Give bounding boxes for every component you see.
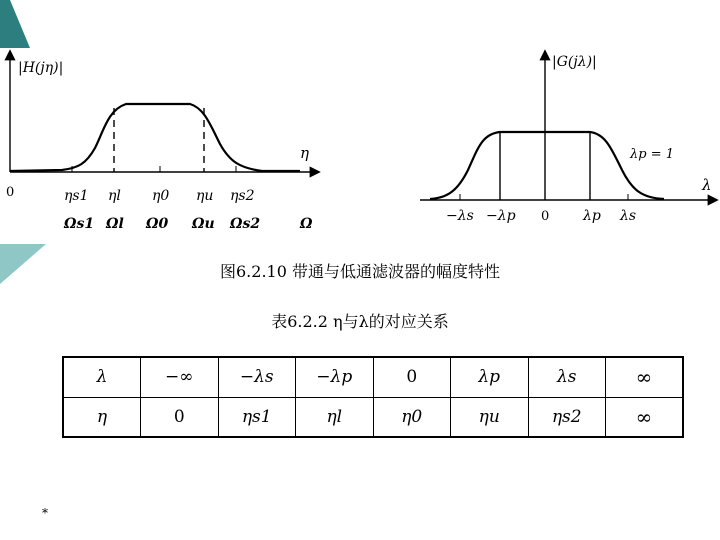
eta-tick: ηs2 <box>230 188 255 204</box>
table-cell: λp <box>451 357 529 397</box>
passband-annotation: λp = 1 <box>630 147 674 162</box>
omega-tick: Ωl <box>106 216 124 232</box>
eta-tick: ηs1 <box>64 188 89 204</box>
omega-tick: Ω0 <box>146 216 169 232</box>
lambda-tick: λp <box>583 208 601 224</box>
table-cell: ηu <box>451 397 529 437</box>
table-cell: ηs1 <box>218 397 296 437</box>
eta-lambda-table <box>62 356 684 438</box>
bandpass-curve <box>10 104 300 171</box>
omega-tick: Ω <box>300 216 313 232</box>
y-axis-label: |G(jλ)| <box>552 54 597 70</box>
lowpass-curve <box>430 132 664 199</box>
table-cell: λs <box>528 357 606 397</box>
x-axis-label: η <box>300 144 309 162</box>
eta-tick: η0 <box>152 188 170 204</box>
table-cell: ∞ <box>606 397 684 437</box>
lambda-tick: −λp <box>486 208 516 224</box>
table-cell: 0 <box>141 397 219 437</box>
table-row <box>63 357 683 397</box>
eta-tick: ηl <box>108 188 121 204</box>
table-cell: ηs2 <box>528 397 606 437</box>
table-cell: ηl <box>296 397 374 437</box>
table-cell: −∞ <box>141 357 219 397</box>
table-cell: η0 <box>373 397 451 437</box>
table-cell: η <box>63 397 141 437</box>
x-axis-label: λ <box>702 176 712 194</box>
table-cell: ∞ <box>606 357 684 397</box>
table-cell: −λp <box>296 357 374 397</box>
eta-tick: ηu <box>196 188 214 204</box>
lambda-tick: λs <box>620 208 637 224</box>
footnote-marker: * <box>42 506 48 520</box>
figure-caption: 图6.2.10 带通与低通滤波器的幅度特性 <box>220 262 500 281</box>
table-cell: 0 <box>373 357 451 397</box>
table-cell: −λs <box>218 357 296 397</box>
lambda-tick: −λs <box>446 208 474 224</box>
table-row <box>63 397 683 437</box>
lambda-tick: 0 <box>541 209 550 224</box>
y-axis-label: |H(jη)| <box>18 60 64 76</box>
omega-tick: Ωs1 <box>64 216 95 232</box>
lowpass-magnitude-plot <box>400 40 720 240</box>
table-cell: λ <box>63 357 141 397</box>
origin-label: 0 <box>6 185 15 200</box>
bandpass-magnitude-plot <box>0 40 340 240</box>
table-title: 表6.2.2 η与λ的对应关系 <box>271 312 449 331</box>
omega-tick: Ωs2 <box>230 216 261 232</box>
omega-tick: Ωu <box>192 216 215 232</box>
